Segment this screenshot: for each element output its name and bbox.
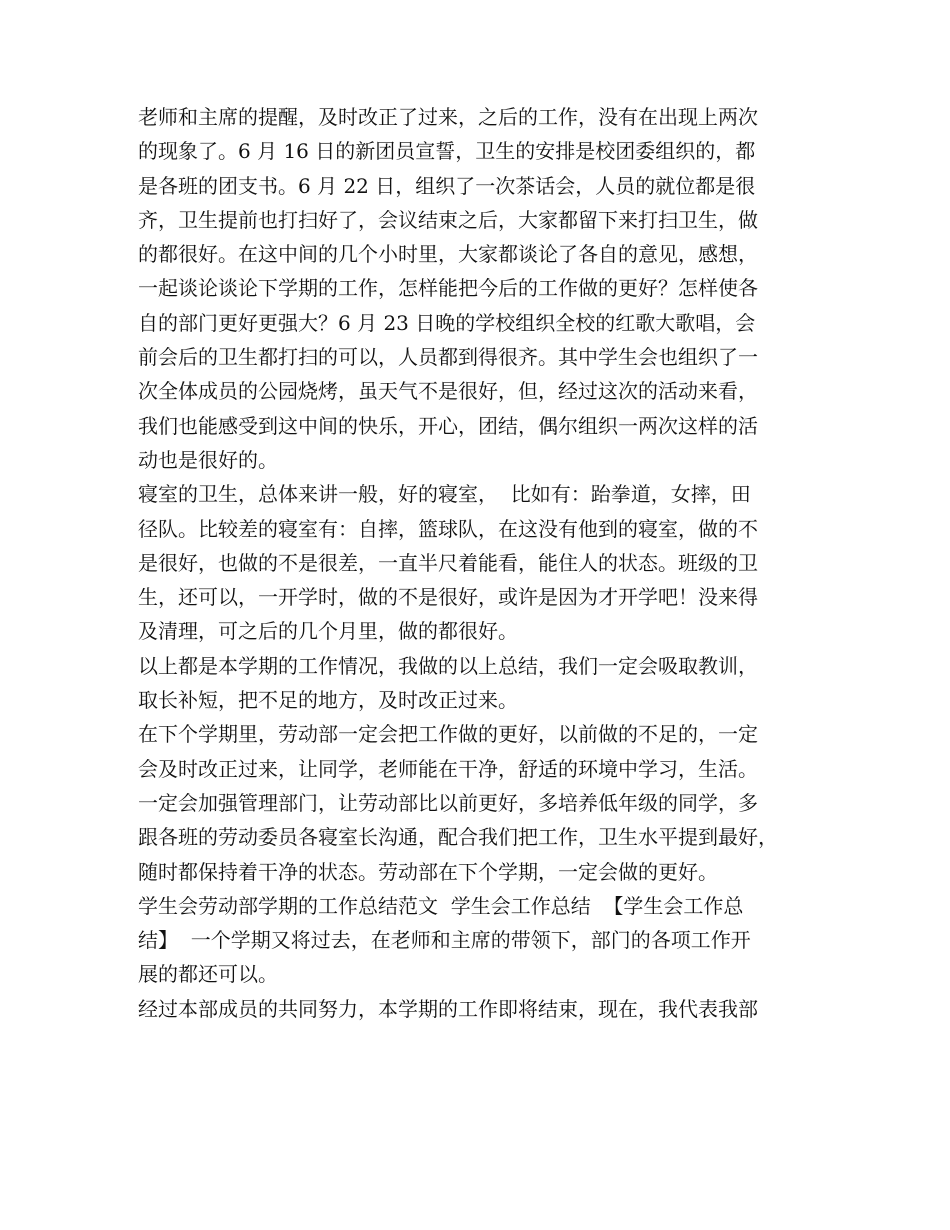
text-line: 老师和主席的提醒，及时改正了过来，之后的工作，没有在出现上两次 [138,105,758,129]
text-line: 动也是很好的。 [138,447,278,472]
text-line: 寝室的卫生，总体来讲一般，好的寝室， 比如有：跆拳道，女摔，田 [138,482,751,507]
text-line: 次全体成员的公园烧烤，虽天气不是很好，但，经过这次的活动来看， [138,379,758,404]
text-line: 是很好，也做的不是很差，一直半尺着能看，能住人的状态。班级的卫 [138,550,758,575]
text-line: 一定会加强管理部门，让劳动部比以前更好，多培养低年级的同学，多 [138,790,758,815]
document-body [138,100,828,1026]
text-line: 及清理，可之后的几个月里，做的都很好。 [138,619,518,644]
text-line: 是各班的团支书。6 月 22 日，组织了一次茶话会，人员的就位都是很 [138,173,756,198]
text-line: 跟各班的劳动委员各寝室长沟通，配合我们把工作，卫生水平提到最好， [138,825,778,850]
text-line: 经过本部成员的共同努力，本学期的工作即将结束，现在，我代表我部 [138,996,758,1021]
text-line: 在下个学期里，劳动部一定会把工作做的更好，以前做的不足的，一定 [138,722,758,747]
text-line: 我们也能感受到这中间的快乐，开心，团结，偶尔组织一两次这样的活 [138,413,758,438]
text-line: 会及时改正过来，让同学，老师能在干净，舒适的环境中学习，生活。 [138,756,758,781]
text-line: 以上都是本学期的工作情况，我做的以上总结，我们一定会吸取教训， [138,653,758,678]
text-line: 结】 一个学期又将过去，在老师和主席的带领下，部门的各项工作开 [138,928,751,953]
text-line: 的现象了。6 月 16 日的新团员宣誓，卫生的安排是校团委组织的，都 [138,139,756,164]
text-line: 径队。比较差的寝室有：自摔，篮球队，在这没有他到的寝室，做的不 [138,516,758,541]
text-line: 学生会劳动部学期的工作总结范文 学生会工作总结 【学生会工作总 [138,893,744,918]
text-line: 一起谈论谈论下学期的工作，怎样能把今后的工作做的更好？怎样使各 [138,276,758,301]
text-line: 齐，卫生提前也打扫好了，会议结束之后，大家都留下来打扫卫生，做 [138,207,758,232]
text-line: 取长补短，把不足的地方，及时改正过来。 [138,688,518,713]
text-line: 的都很好。在这中间的几个小时里，大家都谈论了各自的意见，感想， [138,242,758,267]
text-line: 展的都还可以。 [138,962,278,987]
text-line: 生，还可以，一开学时，做的不是很好，或许是因为才开学吧！没来得 [138,585,758,610]
text-line: 前会后的卫生都打扫的可以，人员都到得很齐。其中学生会也组织了一 [138,345,758,370]
text-line: 自的部门更好更强大？6 月 23 日晚的学校组织全校的红歌大歌唱，会 [138,310,756,335]
text-line: 随时都保持着干净的状态。劳动部在下个学期，一定会做的更好。 [138,859,718,884]
